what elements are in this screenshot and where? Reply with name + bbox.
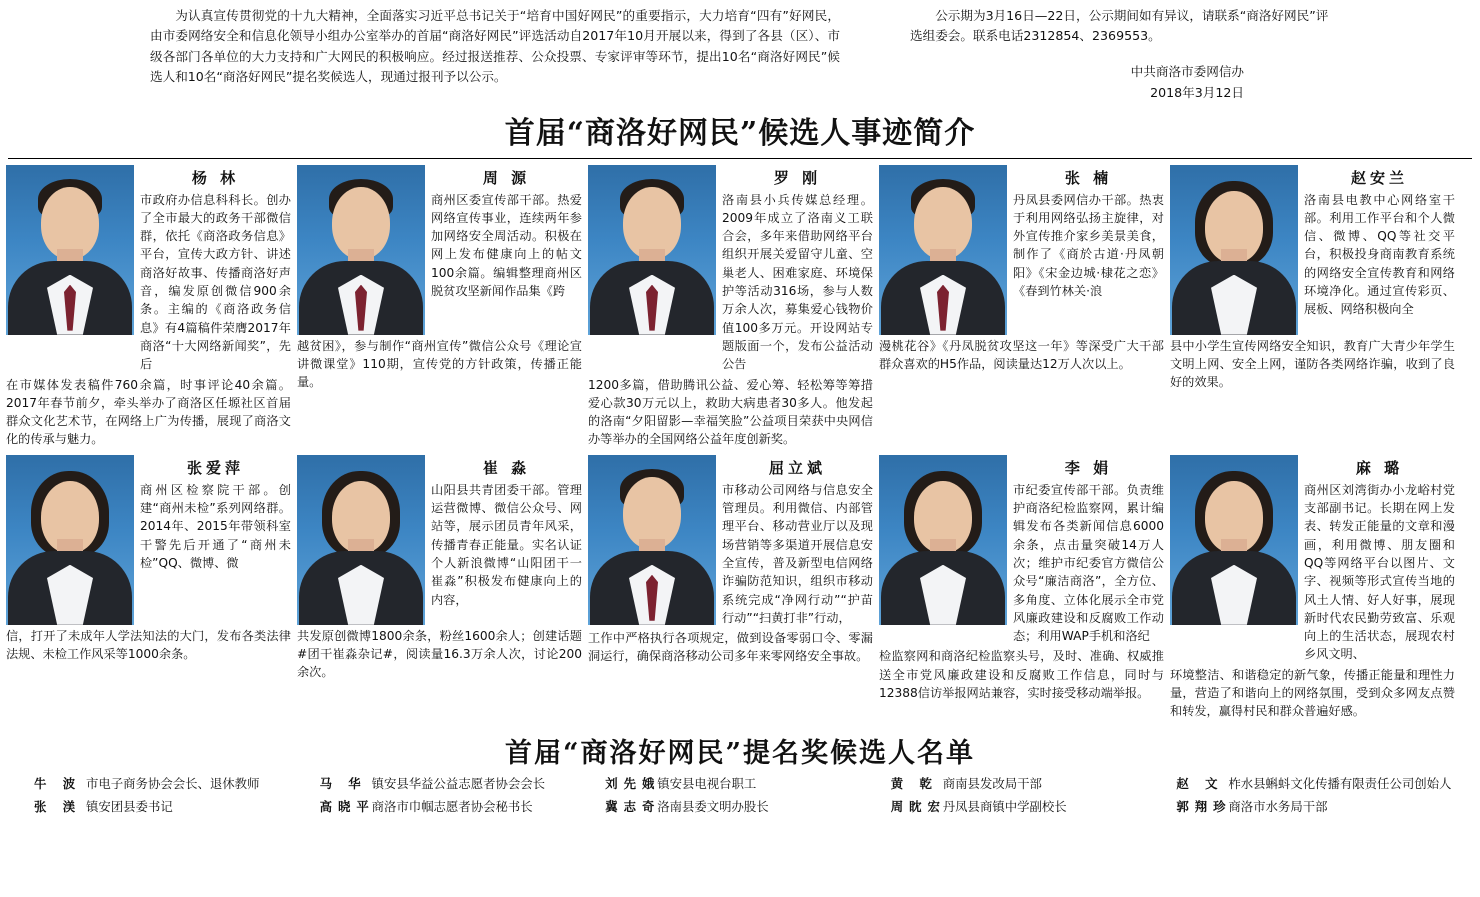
nominee-column: [34, 774, 310, 820]
nominee-desc: 镇安县电视台职工: [657, 775, 757, 791]
candidate-bio-bottom: 共发原创微博1800余条，粉丝1600余人；创建话题#团干崔淼杂记#，阅读量16.3万余人次，讨论200余次。: [297, 628, 582, 680]
candidate-photo: [879, 165, 1007, 335]
candidate-bio-bottom: 漫桃花谷》《丹凤脱贫攻坚这一年》等深受广大干部群众喜欢的H5作品，阅读量达12万人次以上。: [879, 338, 1164, 371]
candidate-bio-bottom: 检监察网和商洛纪检监察头号，及时、准确、权威推送全市党风廉政建设和反腐败工作信息，同时与12388信访举报网站兼容，实时接受移动端举报。: [879, 649, 1164, 701]
intro-section: [0, 0, 1480, 104]
list-item: [34, 774, 310, 792]
nominee-desc: 市电子商务协会会长、退休教师: [86, 775, 260, 791]
candidate-photo: [879, 455, 1007, 625]
candidate-bio-top: 洛南县电教中心网络室干部。利用工作平台和个人微信、微博、QQ等社交平台，积极投身商南教育系统的网络安全宣传教育和网络环境净化。通过宣传彩页、展板、网络积极向全: [1304, 192, 1455, 317]
candidate-name: 周 源: [482, 168, 531, 187]
candidate-bio-bottom: 县中小学生宣传网络安全知识，教育广大青少年学生文明上网、安全上网，谨防各类网络诈骗，收到了良好的效果。: [1170, 338, 1455, 390]
candidate-row-1: [0, 165, 1480, 449]
candidate-bio-bottom: 1200多篇，借助腾讯公益、爱心筹、轻松筹等筹措爱心款30万元以上，救助大病患者30多人。他发起的洛南“夕阳留影—幸福笑脸”公益项目荣获中央网信办等举办的全国网络公益年度创新奖。: [588, 377, 873, 447]
nominee-name: 马 华: [319, 775, 367, 791]
list-item: [891, 774, 1167, 792]
candidate-card: [879, 455, 1164, 721]
nominee-name: 高晓平: [319, 798, 375, 814]
nominee-column: [1176, 774, 1452, 820]
nominee-desc: 商洛市巾帼志愿者协会秘书长: [371, 798, 533, 814]
signature-org: 中共商洛市委网信办: [1130, 63, 1244, 79]
candidate-bio-top: 市政府办信息科科长。创办了全市最大的政务干部微信群，依托《商洛政务信息》平台，宣传大政方针、讲述商洛好故事、传播商洛好声音，编发原创微信900余条。主编的《商洛政务信息》有4篇稿件荣膺2017年商洛“十大网络新闻奖”，先后: [140, 192, 291, 372]
candidate-row-2: [0, 455, 1480, 721]
candidate-bio-top: 商州区刘湾街办小龙峪村党支部副书记。长期在网上发表、转发正能量的文章和漫画，利用微博、朋友圈和QQ等网络平台以图片、文字、视频等形式宣传当地的风土人情、好人好事，展现新时代农民勤劳致富、乐观向上的生活状态，展现农村乡风文明、: [1304, 482, 1455, 662]
list-item: [1176, 797, 1452, 815]
candidate-photo: [588, 165, 716, 335]
sub-heading: 首届“商洛好网民”提名奖候选人名单: [504, 737, 976, 769]
candidate-bio-top: 商州区委宣传部干部。热爱网络宣传事业，连续两年参加网络安全周活动。积极在网上发布健康向上的帖文100余篇。编辑整理商州区脱贫攻坚新闻作品集《跨: [431, 192, 582, 299]
candidate-photo: [6, 455, 134, 625]
list-item: [891, 797, 1167, 815]
candidate-name: 张爱萍: [186, 458, 244, 477]
candidate-card: [588, 165, 873, 449]
candidate-photo: [1170, 165, 1298, 335]
candidate-photo: [297, 165, 425, 335]
nominee-desc: 镇安团县委书记: [86, 798, 173, 814]
nominee-name: 周眈宏: [890, 798, 946, 814]
candidate-bio-top: 市纪委宣传部干部。负责维护商洛纪检监察网，累计编辑发布各类新闻信息6000余条，点击量突破14万人次；维护市纪委官方微信公众号“廉洁商洛”，全方位、多角度、立体化展示全市党风廉政建设和反腐败工作动态；利用WAP手机和洛纪: [1013, 482, 1164, 644]
candidate-name: 麻 璐: [1355, 458, 1404, 477]
candidate-bio-top: 市移动公司网络与信息安全管理员。利用微信、内部管理平台、移动营业厅以及现场营销等多渠道开展信息安全宣传，普及新型电信网络诈骗防范知识，组织市移动系统完成“净网行动”“护苗行动”“扫黄打非”行动，: [722, 482, 873, 625]
candidate-card: [588, 455, 873, 721]
candidate-bio-bottom: 环境整洁、和谐稳定的新气象，传播正能量和理性力量，营造了和谐向上的网络氛围，受到众多网友点赞和转发，赢得村民和群众普遍好感。: [1170, 667, 1455, 719]
candidate-card: [6, 165, 291, 449]
candidate-bio-top: 商州区检察院干部。创建“商州未检”系列网络群。2014年、2015年带领科室干警先后开通了“商州未检”QQ、微博、微: [140, 482, 291, 570]
nominee-name: 黄 乾: [890, 775, 938, 791]
nominee-desc: 柞水县蝌蚪文化传播有限责任公司创始人: [1228, 775, 1452, 791]
candidate-bio-bottom: 在市媒体发表稿件760余篇，时事评论40余篇。2017年春节前夕，牵头举办了商洛区任塬社区首届群众文化艺术节，在网络上广为传播，展现了商洛文化的传承与魅力。: [6, 377, 291, 447]
list-item: [1176, 774, 1452, 792]
list-item: [605, 774, 881, 792]
candidate-name: 张 楠: [1064, 168, 1113, 187]
candidate-card: [6, 455, 291, 721]
nominee-desc: 丹凤县商镇中学副校长: [942, 798, 1067, 814]
candidate-card: [1170, 165, 1455, 449]
nominee-desc: 洛南县委文明办股长: [657, 798, 769, 814]
nominee-name: 牛 波: [34, 775, 82, 791]
candidate-name: 杨 林: [191, 168, 240, 187]
intro-left-paragraph: 为认真宣传贯彻党的十九大精神，全面落实习近平总书记关于“培育中国好网民”的重要指示，大力培育“四有”好网民，由市委网络安全和信息化领导小组办公室举办的首届“商洛好网民”评选活动自2017年10月开展以来，得到了各县（区）、市级各部门各单位的大力支持和广大网民的积极响应。经过报送推荐、公众投票、专家评审等环节，提出10名“商洛好网民”候选人和10名“商洛好网民”提名奖候选人，现通过报刊予以公示。: [150, 8, 840, 85]
nominee-column: [891, 774, 1167, 820]
nominee-column: [605, 774, 881, 820]
nominee-name: 刘先娥: [605, 775, 661, 791]
candidate-bio-top: 山阳县共青团委干部。管理运营微博、微信公众号、网站等，展示团员青年风采，传播青春正能量。实名认证个人新浪微博“山阳团干一崔淼”积极发布健康向上的内容，: [431, 482, 582, 607]
candidate-bio-bottom: 信，打开了未成年人学法知法的大门，发布各类法律法规、未检工作风采等1000余条。: [6, 628, 291, 662]
candidate-card: [1170, 455, 1455, 721]
candidate-card: [297, 165, 582, 449]
candidate-photo: [6, 165, 134, 335]
nominee-name: 郭翔珍: [1176, 798, 1232, 814]
nominee-name: 冀志奇: [605, 798, 661, 814]
nominee-list: [0, 770, 1480, 820]
nominee-column: [320, 774, 596, 820]
nominee-desc: 商洛市水务局干部: [1228, 798, 1328, 814]
intro-right-column: [910, 6, 1340, 104]
candidate-name: 罗 刚: [773, 168, 822, 187]
candidate-bio-bottom: 工作中严格执行各项规定，做到设备零弱口令、零漏洞运行，确保商洛移动公司多年来零网络安全事故。: [588, 631, 873, 664]
candidate-bio-top: 丹凤县委网信办干部。热衷于利用网络弘扬主旋律，对外宣传推介家乡美景美食，制作了《商於古道·丹凤朝阳》《宋金边城·棣花之恋》《春到竹林关·浪: [1013, 192, 1164, 299]
main-heading: 首届“商洛好网民”候选人事迹简介: [504, 115, 976, 151]
candidate-name: 李 娟: [1064, 458, 1113, 477]
candidate-bio-top: 洛南县小兵传媒总经理。2009年成立了洛南义工联合会，多年来借助网络平台组织开展关爱留守儿童、空巢老人、困难家庭、环境保护等活动316场，参与人数万余人次，募集爱心钱物价值100多万元。开设网站专题版面一个，发布公益活动公告: [722, 192, 873, 372]
candidate-name: 赵安兰: [1350, 168, 1408, 187]
candidate-name: 崔 淼: [482, 458, 531, 477]
nominee-name: 张 渼: [34, 798, 82, 814]
signature-block: [910, 61, 1340, 104]
nominee-desc: 镇安县华益公益志愿者协会会长: [371, 775, 546, 791]
candidate-photo: [297, 455, 425, 625]
signature-date: 2018年3月12日: [1150, 85, 1244, 101]
nominee-desc: 商南县发改局干部: [942, 775, 1042, 791]
candidate-card: [297, 455, 582, 721]
candidate-photo: [588, 455, 716, 625]
list-item: [605, 797, 881, 815]
candidate-name: 屈立斌: [768, 458, 826, 477]
candidate-photo: [1170, 455, 1298, 625]
intro-left-column: [150, 6, 840, 88]
heading-divider: [8, 158, 1472, 159]
list-item: [34, 797, 310, 815]
list-item: [320, 797, 596, 815]
intro-right-paragraph: 公示期为3月16日—22日，公示期间如有异议，请联系“商洛好网民”评选组委会。联系电话2312854、2369553。: [910, 8, 1329, 44]
list-item: [320, 774, 596, 792]
candidate-bio-bottom: 越贫困》，参与制作“商州宣传”微信公众号《理论宣讲微课堂》110期，宣传党的方针政策，传播正能量。: [297, 338, 582, 390]
candidate-card: [879, 165, 1164, 449]
nominee-name: 赵 文: [1176, 775, 1224, 791]
